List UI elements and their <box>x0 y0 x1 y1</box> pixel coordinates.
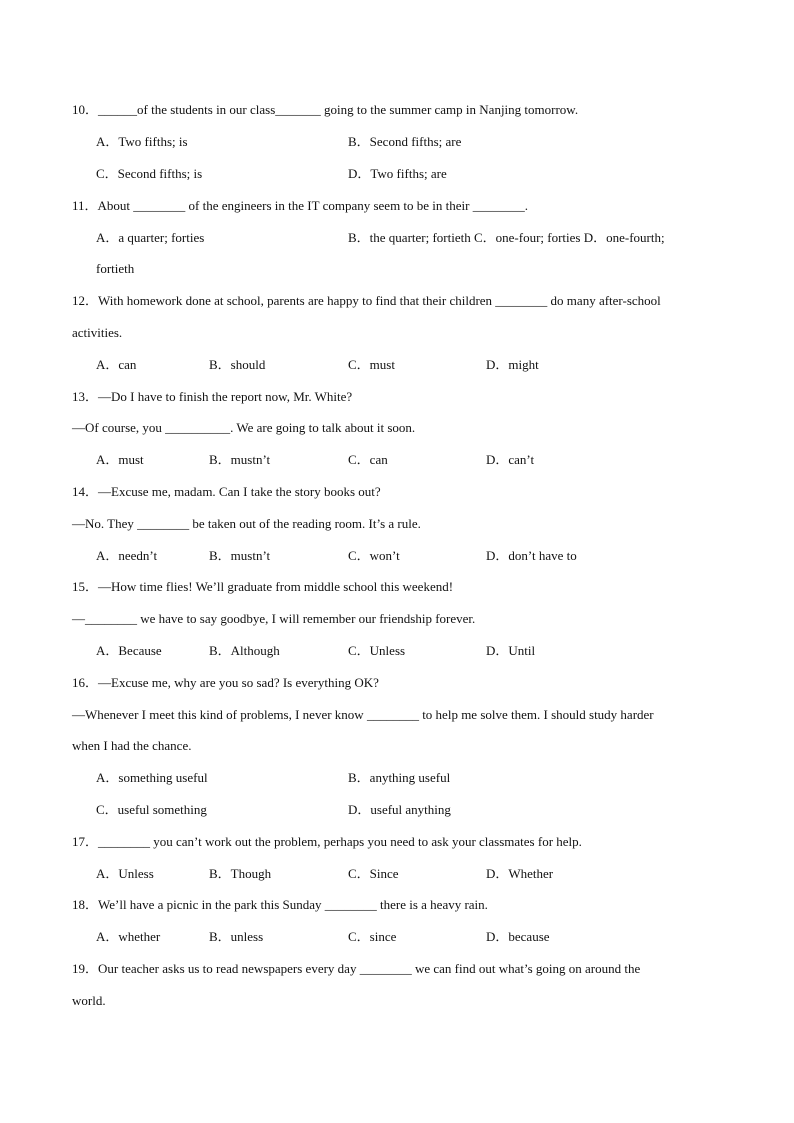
q12-option-c: C．must <box>348 357 395 372</box>
question-10-stem: 10．______of the students in our class_______ going to the summer camp in Nanjing tomorrow. <box>72 102 579 117</box>
q13-option-a: A．must <box>96 452 144 467</box>
question-16-reply: —Whenever I meet this kind of problems, I never know ________ to help me solve them. I should study harder <box>72 707 654 722</box>
q17-option-c: C．Since <box>348 866 399 881</box>
q14-option-a: A．needn’t <box>96 548 158 563</box>
q13-option-c: C．can <box>348 452 388 467</box>
q13-option-d: D．can’t <box>486 452 535 467</box>
q14-option-d: D．don’t have to <box>486 548 577 563</box>
q15-option-b: B．Although <box>209 643 280 658</box>
q16-option-a: A．something useful <box>96 770 208 785</box>
q13-option-b: B．mustn’t <box>209 452 271 467</box>
q18-option-b: B．unless <box>209 929 264 944</box>
question-16-stem: 16．—Excuse me, why are you so sad? Is everything OK? <box>72 675 379 690</box>
q17-option-d: D．Whether <box>486 866 554 881</box>
question-15-reply: —________ we have to say goodbye, I will remember our friendship forever. <box>72 611 476 626</box>
q14-option-c: C．won’t <box>348 548 400 563</box>
q14-option-b: B．mustn’t <box>209 548 271 563</box>
question-16-reply-cont: when I had the chance. <box>72 738 192 753</box>
q16-option-c: C．useful something <box>96 802 207 817</box>
q17-option-b: B．Though <box>209 866 272 881</box>
question-17-stem: 17．________ you can’t work out the problem, perhaps you need to ask your classmates for help. <box>72 834 582 849</box>
q10-option-b: B．Second fifths; are <box>348 134 462 149</box>
q17-option-a: A．Unless <box>96 866 154 881</box>
question-12-stem-cont: activities. <box>72 325 123 340</box>
q11-options-bcd: B．the quarter; fortieth C．one-four; forties D．one-fourth; <box>348 230 665 245</box>
question-11-stem: 11．About ________ of the engineers in the IT company seem to be in their ________. <box>72 198 528 213</box>
q12-option-a: A．can <box>96 357 137 372</box>
question-15-stem: 15．—How time flies! We’ll graduate from middle school this weekend! <box>72 579 454 594</box>
q15-option-c: C．Unless <box>348 643 406 658</box>
q10-option-d: D．Two fifths; are <box>348 166 447 181</box>
q10-option-a: A．Two fifths; is <box>96 134 188 149</box>
question-14-reply: —No. They ________ be taken out of the reading room. It’s a rule. <box>72 516 421 531</box>
question-19-stem: 19．Our teacher asks us to read newspapers every day ________ we can find out what’s going on around the <box>72 961 641 976</box>
q11-option-d-cont: fortieth <box>96 261 135 276</box>
question-13-stem: 13．—Do I have to finish the report now, Mr. White? <box>72 389 353 404</box>
question-12-stem: 12．With homework done at school, parents are happy to find that their children ________ do many after-school <box>72 293 661 308</box>
q16-option-d: D．useful anything <box>348 802 451 817</box>
question-18-stem: 18．We’ll have a picnic in the park this Sunday ________ there is a heavy rain. <box>72 897 488 912</box>
question-13-reply: —Of course, you __________. We are going to talk about it soon. <box>72 420 416 435</box>
q18-option-d: D．because <box>486 929 550 944</box>
q10-option-c: C．Second fifths; is <box>96 166 203 181</box>
question-14-stem: 14．—Excuse me, madam. Can I take the story books out? <box>72 484 381 499</box>
q18-option-c: C．since <box>348 929 397 944</box>
q15-option-d: D．Until <box>486 643 536 658</box>
q15-option-a: A．Because <box>96 643 162 658</box>
q16-option-b: B．anything useful <box>348 770 451 785</box>
q12-option-d: D．might <box>486 357 539 372</box>
question-19-stem-cont: world. <box>72 993 106 1008</box>
q18-option-a: A．whether <box>96 929 161 944</box>
q12-option-b: B．should <box>209 357 266 372</box>
q11-option-a: A．a quarter; forties <box>96 230 205 245</box>
